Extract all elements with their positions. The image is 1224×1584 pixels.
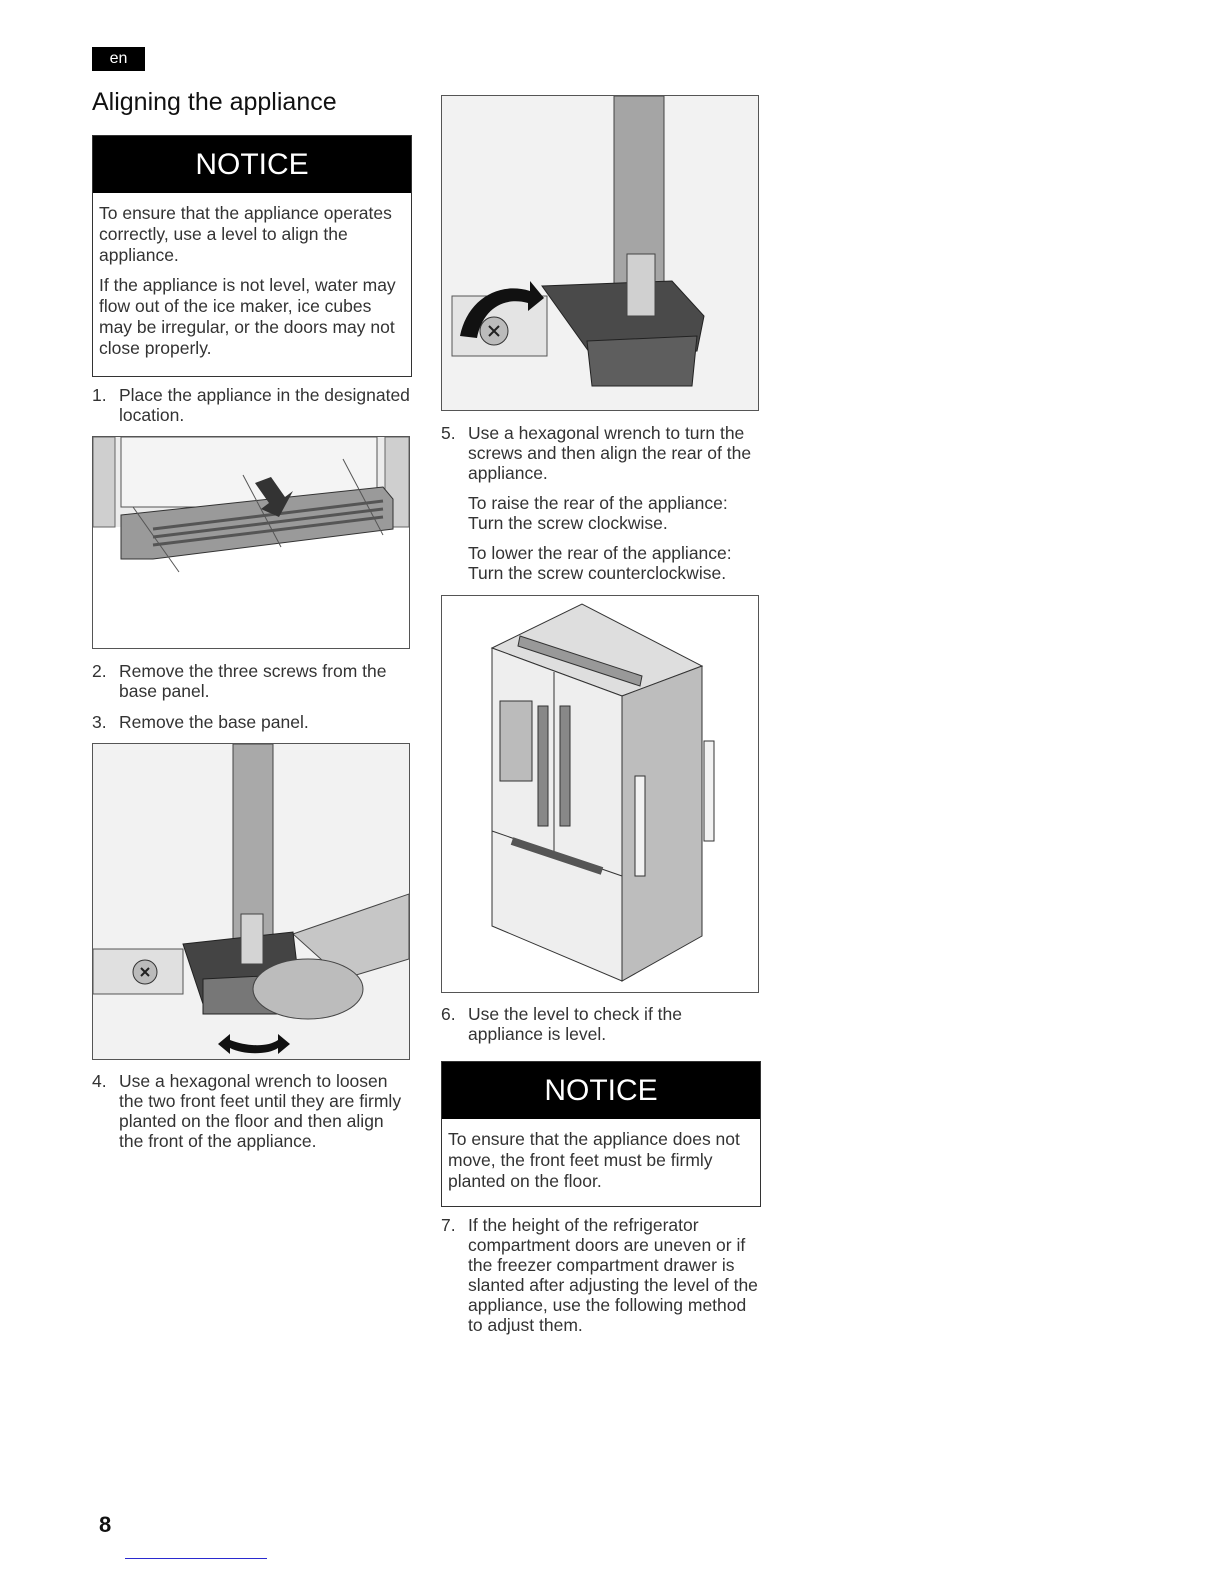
step-item bbox=[92, 385, 410, 425]
notice-paragraph: To ensure that the appliance does not move, the front feet must be firmly planted on the floor. bbox=[448, 1129, 740, 1191]
step-number: 5. bbox=[441, 423, 456, 443]
base-panel-illustration bbox=[92, 436, 410, 649]
notice-heading: NOTICE bbox=[93, 136, 411, 193]
step-text: Use a hexagonal wrench to turn the screws and then align the rear of the appliance. bbox=[468, 423, 752, 483]
step-item bbox=[441, 423, 761, 583]
refrigerator-level-illustration bbox=[441, 595, 759, 993]
step-note-lower: To lower the rear of the appliance: Turn the screw counterclockwise. bbox=[468, 543, 732, 583]
step-number: 1. bbox=[92, 385, 107, 405]
step-item bbox=[441, 1215, 761, 1335]
step-item bbox=[92, 1071, 410, 1151]
notice-box bbox=[92, 135, 412, 377]
step-text: Use a hexagonal wrench to loosen the two front feet until they are firmly planted on the floor and then align the front of the appliance. bbox=[119, 1071, 402, 1151]
notice-box bbox=[441, 1061, 761, 1207]
notice-paragraph: To ensure that the appliance operates correctly, use a level to align the appliance. bbox=[99, 203, 392, 265]
notice-body bbox=[93, 193, 411, 369]
notice-heading: NOTICE bbox=[442, 1062, 760, 1119]
front-foot-wrench-illustration bbox=[92, 743, 410, 1060]
step-item bbox=[92, 661, 410, 701]
step-item bbox=[92, 712, 410, 732]
step-text: If the height of the refrigerator compartment doors are uneven or if the freezer compartment drawer is slanted after adjusting the level of the appliance, use the following method to adjust them. bbox=[468, 1215, 758, 1335]
step-number: 3. bbox=[92, 712, 107, 732]
step-text: Remove the base panel. bbox=[119, 712, 309, 732]
step-item bbox=[441, 1004, 761, 1044]
notice-body bbox=[442, 1119, 760, 1202]
step-text: Remove the three screws from the base panel. bbox=[119, 661, 387, 701]
step-note-raise: To raise the rear of the appliance: Turn the screw clockwise. bbox=[468, 493, 728, 533]
page-number: 8 bbox=[99, 1512, 112, 1537]
step-number: 2. bbox=[92, 661, 107, 681]
step-text: Use the level to check if the appliance is level. bbox=[468, 1004, 682, 1044]
footer-rule bbox=[125, 1558, 267, 1559]
step-text: Place the appliance in the designated location. bbox=[119, 385, 410, 425]
language-badge: en bbox=[92, 47, 145, 71]
step-number: 6. bbox=[441, 1004, 456, 1024]
notice-paragraph: If the appliance is not level, water may flow out of the ice maker, ice cubes may be irregular, or the doors may not close properly. bbox=[99, 275, 396, 358]
step-number: 4. bbox=[92, 1071, 107, 1091]
rear-screw-illustration bbox=[441, 95, 759, 411]
page-title: Aligning the appliance bbox=[92, 88, 337, 116]
step-number: 7. bbox=[441, 1215, 456, 1235]
